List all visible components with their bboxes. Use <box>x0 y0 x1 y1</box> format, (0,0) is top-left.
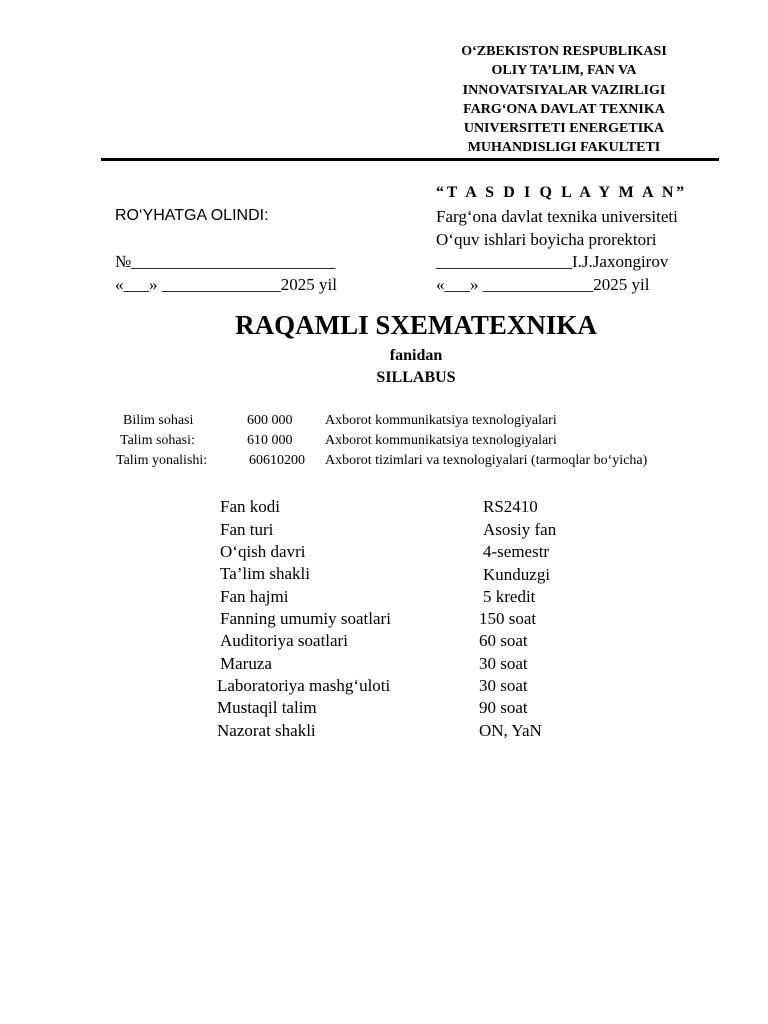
info-value: 30 soat <box>479 654 528 673</box>
field-label: Talim sohasi: <box>120 433 195 448</box>
header-divider <box>101 158 719 161</box>
info-value: 4-semestr <box>483 542 550 561</box>
ministry-header <box>430 42 698 158</box>
info-value: 60 soat <box>479 631 528 650</box>
approval-line-position: O‘quv ishlari boyicha prorektori <box>436 230 657 249</box>
info-value: 5 kredit <box>483 587 536 606</box>
field-name: Axborot tizimlari va texnologiyalari (tarmoqlar bo‘yicha) <box>325 453 648 468</box>
header-line: OLIY TA’LIM, FAN VA <box>491 63 637 79</box>
info-value: 150 soat <box>479 609 537 628</box>
info-label: Fan kodi <box>220 497 280 516</box>
info-value: Asosiy fan <box>483 520 557 539</box>
field-name: Axborot kommunikatsiya texnologiyalari <box>325 413 557 428</box>
info-label: Fanning umumiy soatlari <box>220 609 391 628</box>
info-value: Kunduzgi <box>483 565 551 584</box>
field-code: 610 000 <box>247 433 293 448</box>
info-label: Nazorat shakli <box>217 721 316 740</box>
info-label: Mustaqil talim <box>217 698 317 717</box>
info-value: RS2410 <box>483 497 538 516</box>
header-line: FARG‘ONA DAVLAT TEXNIKA <box>463 101 665 117</box>
info-label: O‘qish davri <box>220 542 306 561</box>
registration-date: «___» ______________2025 yil <box>115 275 337 294</box>
approval-line-university: Farg‘ona davlat texnika universiteti <box>436 207 678 226</box>
info-label: Auditoriya soatlari <box>220 631 348 650</box>
info-label: Maruza <box>220 654 272 673</box>
field-name: Axborot kommunikatsiya texnologiyalari <box>325 433 557 448</box>
header-line: MUHANDISLIGI FAKULTETI <box>467 140 661 156</box>
info-value: ON, YaN <box>479 721 542 740</box>
approval-signature: ________________I.J.Jaxongirov <box>436 252 669 271</box>
header-line: O‘ZBEKISTON RESPUBLIKASI <box>461 44 667 59</box>
document-title: RAQAMLI SXEMATEXNIKA <box>235 310 597 340</box>
registration-label: RO‘YHATGA OLINDI: <box>115 207 269 224</box>
field-code: 60610200 <box>249 453 305 468</box>
info-value: 90 soat <box>479 698 528 717</box>
field-label: Talim yonalishi: <box>116 453 208 468</box>
document-type: SILLABUS <box>376 369 456 386</box>
header-line: INNOVATSIYALAR VAZIRLIGI <box>462 82 666 98</box>
registration-number: №________________________ <box>115 252 336 271</box>
header-line: UNIVERSITETI ENERGETIKA <box>463 121 665 137</box>
approval-date: «___» _____________2025 yil <box>436 275 650 294</box>
field-code: 600 000 <box>247 413 293 428</box>
info-label: Fan turi <box>220 520 274 539</box>
info-value: 30 soat <box>479 676 528 695</box>
info-label: Ta’lim shakli <box>220 564 310 583</box>
document-subtitle: fanidan <box>389 347 443 364</box>
info-label: Fan hajmi <box>220 587 289 606</box>
field-label: Bilim sohasi <box>123 413 194 428</box>
info-label: Laboratoriya mashg‘uloti <box>217 676 391 695</box>
approval-title: “T A S D I Q L A Y M A N” <box>436 184 687 201</box>
